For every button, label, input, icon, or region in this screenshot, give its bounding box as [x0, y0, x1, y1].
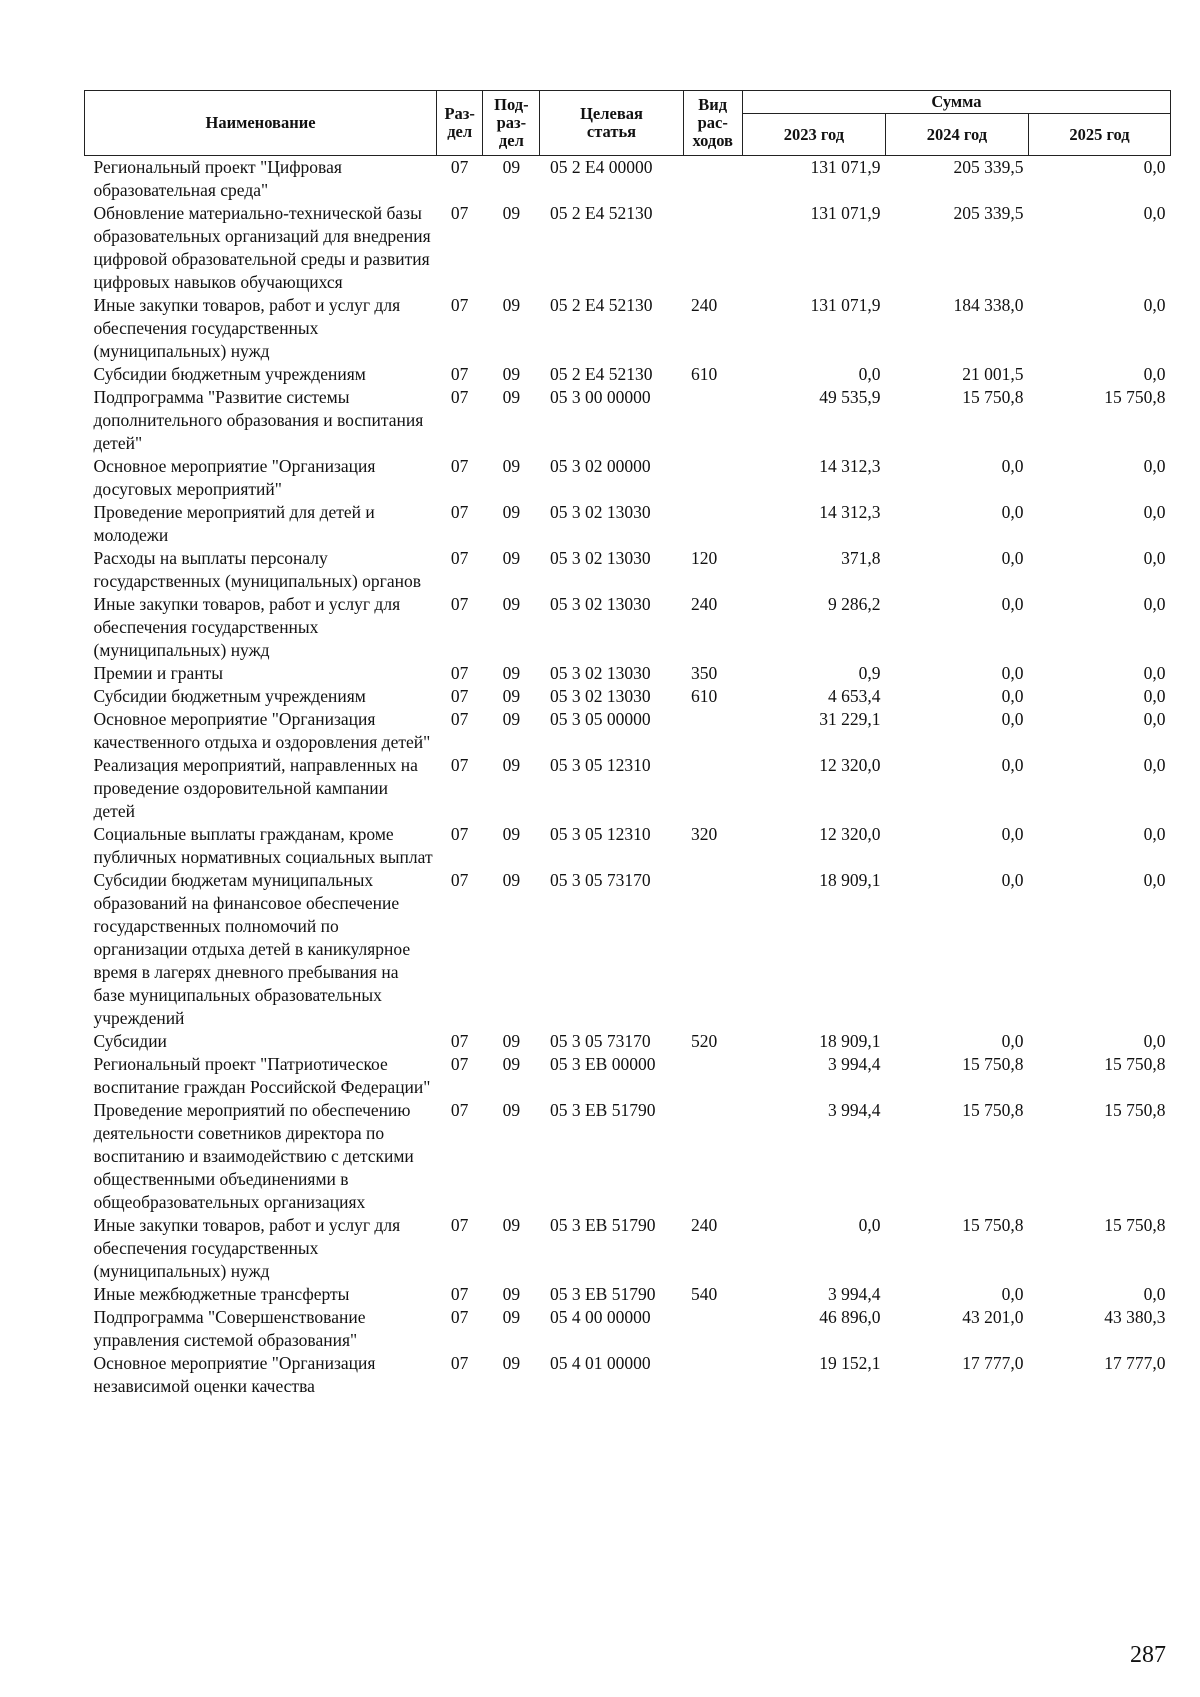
row-vid — [683, 202, 742, 294]
row-vid — [683, 708, 742, 754]
row-sum-2025: 0,0 — [1143, 686, 1166, 706]
table-row — [85, 547, 1171, 593]
row-sum-2025: 0,0 — [1143, 502, 1166, 522]
row-sum-2023: 4 653,4 — [827, 686, 881, 706]
row-article: 05 2 E4 52130 — [549, 364, 653, 384]
table-row — [85, 1214, 1171, 1283]
row-article: 05 3 00 00000 — [549, 387, 651, 407]
table-row — [85, 1283, 1171, 1306]
table-row — [85, 869, 1171, 1030]
row-razdel: 07 — [450, 1215, 469, 1235]
row-name: Региональный проект "Патриотическое воспитание граждан Российской Федерации" — [93, 1054, 431, 1097]
row-vid — [683, 1099, 742, 1214]
row-vid — [683, 1352, 742, 1398]
row-razdel: 07 — [450, 1353, 469, 1373]
row-name: Иные межбюджетные трансферты — [93, 1284, 350, 1304]
row-name: Реализация мероприятий, направленных на проведение оздоровительной кампании детей — [93, 755, 418, 821]
row-article: 05 3 EB 51790 — [549, 1284, 656, 1304]
row-podrazdel: 09 — [502, 870, 521, 890]
row-razdel: 07 — [450, 502, 469, 522]
table-row — [85, 708, 1171, 754]
row-sum-2024: 15 750,8 — [962, 1054, 1024, 1074]
row-sum-2023: 0,9 — [858, 663, 881, 683]
row-sum-2025: 0,0 — [1143, 203, 1166, 223]
header-razdel: Раз- дел — [437, 91, 483, 156]
row-sum-2025: 17 777,0 — [1104, 1353, 1166, 1373]
row-podrazdel: 09 — [502, 1307, 521, 1327]
row-article: 05 3 02 13030 — [549, 502, 651, 522]
table-row — [85, 1053, 1171, 1099]
row-sum-2025: 0,0 — [1143, 295, 1166, 315]
row-name: Основное мероприятие "Организация независимой оценки качества — [93, 1353, 376, 1396]
row-name: Иные закупки товаров, работ и услуг для обеспечения государственных (муниципальных) нужд — [93, 295, 401, 361]
row-razdel: 07 — [450, 1284, 469, 1304]
row-vid: 120 — [691, 548, 718, 568]
row-article: 05 3 02 13030 — [549, 594, 651, 614]
row-razdel: 07 — [450, 157, 469, 177]
row-sum-2024: 0,0 — [1001, 1284, 1024, 1304]
row-name: Иные закупки товаров, работ и услуг для обеспечения государственных (муниципальных) нужд — [93, 1215, 401, 1281]
row-name: Субсидии бюджетным учреждениям — [93, 686, 366, 706]
row-article: 05 3 02 13030 — [549, 686, 651, 706]
row-article: 05 3 05 00000 — [549, 709, 651, 729]
row-sum-2023: 131 071,9 — [810, 203, 881, 223]
row-podrazdel: 09 — [502, 295, 521, 315]
row-vid — [683, 754, 742, 823]
row-sum-2023: 3 994,4 — [827, 1284, 881, 1304]
row-vid — [683, 386, 742, 455]
row-sum-2023: 12 320,0 — [819, 755, 881, 775]
row-sum-2024: 17 777,0 — [962, 1353, 1024, 1373]
row-article: 05 3 02 13030 — [549, 663, 651, 683]
row-article: 05 3 05 73170 — [549, 1031, 651, 1051]
row-article: 05 3 05 12310 — [549, 824, 651, 844]
row-sum-2023: 131 071,9 — [810, 157, 881, 177]
row-name: Обновление материально-технической базы образовательных организаций для внедрения цифровой образовательной среды и развития цифровых навыков обучающихся — [93, 203, 431, 292]
table-row — [85, 662, 1171, 685]
row-sum-2025: 0,0 — [1143, 594, 1166, 614]
row-sum-2025: 15 750,8 — [1104, 1215, 1166, 1235]
row-razdel: 07 — [450, 548, 469, 568]
row-sum-2025: 0,0 — [1143, 870, 1166, 890]
row-podrazdel: 09 — [502, 456, 521, 476]
row-podrazdel: 09 — [502, 1215, 521, 1235]
header-podrazdel: Под- раз- дел — [483, 91, 540, 156]
row-razdel: 07 — [450, 870, 469, 890]
row-article: 05 3 EB 51790 — [549, 1100, 656, 1120]
row-sum-2024: 205 339,5 — [953, 203, 1024, 223]
table-row — [85, 386, 1171, 455]
row-sum-2023: 49 535,9 — [819, 387, 881, 407]
row-sum-2024: 21 001,5 — [962, 364, 1024, 384]
header-summa: Сумма — [742, 91, 1170, 114]
row-vid — [683, 1306, 742, 1352]
row-razdel: 07 — [450, 594, 469, 614]
row-podrazdel: 09 — [502, 686, 521, 706]
row-name: Субсидии бюджетным учреждениям — [93, 364, 366, 384]
row-article: 05 3 05 73170 — [549, 870, 651, 890]
row-sum-2023: 9 286,2 — [827, 594, 881, 614]
row-razdel: 07 — [450, 1054, 469, 1074]
row-sum-2024: 15 750,8 — [962, 387, 1024, 407]
row-vid — [683, 501, 742, 547]
row-razdel: 07 — [450, 1031, 469, 1051]
row-vid: 610 — [691, 364, 718, 384]
row-article: 05 2 E4 00000 — [549, 157, 653, 177]
row-razdel: 07 — [450, 663, 469, 683]
header-vid: Вид рас- ходов — [683, 91, 742, 156]
row-sum-2024: 205 339,5 — [953, 157, 1024, 177]
row-razdel: 07 — [450, 755, 469, 775]
row-podrazdel: 09 — [502, 709, 521, 729]
row-sum-2025: 43 380,3 — [1104, 1307, 1166, 1327]
row-podrazdel: 09 — [502, 755, 521, 775]
table-row — [85, 202, 1171, 294]
row-podrazdel: 09 — [502, 663, 521, 683]
row-sum-2025: 15 750,8 — [1104, 387, 1166, 407]
table-row — [85, 455, 1171, 501]
row-sum-2025: 0,0 — [1143, 456, 1166, 476]
budget-sheet — [84, 90, 1171, 1398]
row-vid: 610 — [691, 686, 718, 706]
row-razdel: 07 — [450, 709, 469, 729]
row-sum-2023: 131 071,9 — [810, 295, 881, 315]
row-vid: 240 — [691, 1215, 718, 1235]
row-name: Иные закупки товаров, работ и услуг для обеспечения государственных (муниципальных) нужд — [93, 594, 401, 660]
table-body — [85, 156, 1171, 1399]
row-sum-2024: 0,0 — [1001, 709, 1024, 729]
row-podrazdel: 09 — [502, 203, 521, 223]
row-sum-2025: 0,0 — [1143, 1031, 1166, 1051]
row-sum-2024: 0,0 — [1001, 686, 1024, 706]
row-podrazdel: 09 — [502, 157, 521, 177]
row-article: 05 3 02 00000 — [549, 456, 651, 476]
row-name: Проведение мероприятий по обеспечению деятельности советников директора по воспитанию и взаимодействию с детскими общественными объединениями в общеобразовательных организациях — [93, 1100, 414, 1212]
row-sum-2025: 0,0 — [1143, 824, 1166, 844]
row-sum-2023: 18 909,1 — [819, 870, 881, 890]
row-article: 05 4 01 00000 — [549, 1353, 651, 1373]
row-name: Основное мероприятие "Организация досуговых мероприятий" — [93, 456, 376, 499]
row-razdel: 07 — [450, 686, 469, 706]
row-article: 05 4 00 00000 — [549, 1307, 651, 1327]
row-podrazdel: 09 — [502, 364, 521, 384]
row-razdel: 07 — [450, 364, 469, 384]
row-sum-2024: 15 750,8 — [962, 1215, 1024, 1235]
row-razdel: 07 — [450, 1100, 469, 1120]
row-vid: 240 — [691, 594, 718, 614]
row-sum-2024: 184 338,0 — [953, 295, 1024, 315]
table-row — [85, 363, 1171, 386]
header-name: Наименование — [85, 91, 437, 156]
row-razdel: 07 — [450, 1307, 469, 1327]
row-sum-2023: 18 909,1 — [819, 1031, 881, 1051]
row-article: 05 3 05 12310 — [549, 755, 651, 775]
row-name: Субсидии бюджетам муниципальных образований на финансовое обеспечение государственных полномочий по организации отдыха детей в каникулярное время в лагерях дневного пребывания на базе муниципальных образовательных учреждений — [93, 870, 411, 1028]
row-vid — [683, 869, 742, 1030]
row-article: 05 2 E4 52130 — [549, 203, 653, 223]
row-vid: 240 — [691, 295, 718, 315]
row-article: 05 3 EB 00000 — [549, 1054, 656, 1074]
row-article: 05 2 E4 52130 — [549, 295, 653, 315]
row-podrazdel: 09 — [502, 1054, 521, 1074]
row-sum-2024: 0,0 — [1001, 502, 1024, 522]
row-razdel: 07 — [450, 456, 469, 476]
row-sum-2025: 0,0 — [1143, 1284, 1166, 1304]
row-article: 05 3 02 13030 — [549, 548, 651, 568]
row-sum-2025: 0,0 — [1143, 663, 1166, 683]
row-sum-2025: 0,0 — [1143, 709, 1166, 729]
row-podrazdel: 09 — [502, 1284, 521, 1304]
row-name: Социальные выплаты гражданам, кроме публичных нормативных социальных выплат — [93, 824, 433, 867]
row-sum-2023: 3 994,4 — [827, 1100, 881, 1120]
row-razdel: 07 — [450, 387, 469, 407]
row-sum-2025: 0,0 — [1143, 157, 1166, 177]
row-sum-2023: 3 994,4 — [827, 1054, 881, 1074]
row-vid — [683, 156, 742, 203]
row-sum-2024: 0,0 — [1001, 548, 1024, 568]
row-sum-2024: 0,0 — [1001, 456, 1024, 476]
row-vid — [683, 1053, 742, 1099]
row-podrazdel: 09 — [502, 387, 521, 407]
row-sum-2024: 43 201,0 — [962, 1307, 1024, 1327]
row-sum-2025: 0,0 — [1143, 364, 1166, 384]
table-row — [85, 1306, 1171, 1352]
row-name: Подпрограмма "Развитие системы дополнительного образования и воспитания детей" — [93, 387, 424, 453]
row-name: Региональный проект "Цифровая образовательная среда" — [93, 157, 342, 200]
row-vid: 320 — [691, 824, 718, 844]
row-sum-2023: 14 312,3 — [819, 502, 881, 522]
row-sum-2025: 0,0 — [1143, 755, 1166, 775]
row-sum-2024: 15 750,8 — [962, 1100, 1024, 1120]
table-row — [85, 1099, 1171, 1214]
row-podrazdel: 09 — [502, 548, 521, 568]
header-year-2023: 2023 год — [742, 114, 885, 156]
row-vid: 350 — [691, 663, 718, 683]
table-row — [85, 754, 1171, 823]
table-row — [85, 156, 1171, 203]
header-year-2024: 2024 год — [885, 114, 1028, 156]
row-vid: 520 — [691, 1031, 718, 1051]
row-sum-2024: 0,0 — [1001, 824, 1024, 844]
row-sum-2025: 15 750,8 — [1104, 1100, 1166, 1120]
row-podrazdel: 09 — [502, 1100, 521, 1120]
row-vid: 540 — [691, 1284, 718, 1304]
row-podrazdel: 09 — [502, 1353, 521, 1373]
row-podrazdel: 09 — [502, 502, 521, 522]
row-sum-2024: 0,0 — [1001, 663, 1024, 683]
table-header — [85, 91, 1171, 156]
budget-table — [84, 90, 1171, 1398]
page-number: 287 — [1130, 1642, 1166, 1668]
row-article: 05 3 EB 51790 — [549, 1215, 656, 1235]
row-sum-2024: 0,0 — [1001, 755, 1024, 775]
header-article: Целевая статья — [540, 91, 683, 156]
row-sum-2024: 0,0 — [1001, 1031, 1024, 1051]
row-sum-2023: 371,8 — [841, 548, 881, 568]
row-sum-2024: 0,0 — [1001, 594, 1024, 614]
table-row — [85, 1352, 1171, 1398]
row-razdel: 07 — [450, 203, 469, 223]
row-name: Премии и гранты — [93, 663, 224, 683]
table-row — [85, 501, 1171, 547]
table-row — [85, 823, 1171, 869]
row-name: Расходы на выплаты персоналу государственных (муниципальных) органов — [93, 548, 422, 591]
row-razdel: 07 — [450, 295, 469, 315]
row-sum-2025: 0,0 — [1143, 548, 1166, 568]
table-row — [85, 294, 1171, 363]
row-sum-2023: 46 896,0 — [819, 1307, 881, 1327]
row-sum-2024: 0,0 — [1001, 870, 1024, 890]
table-row — [85, 685, 1171, 708]
row-name: Основное мероприятие "Организация качественного отдыха и оздоровления детей" — [93, 709, 431, 752]
row-sum-2023: 12 320,0 — [819, 824, 881, 844]
row-podrazdel: 09 — [502, 824, 521, 844]
row-name: Подпрограмма "Совершенствование управления системой образования" — [93, 1307, 366, 1350]
row-name: Субсидии — [93, 1031, 167, 1051]
row-sum-2023: 0,0 — [858, 364, 881, 384]
row-sum-2023: 31 229,1 — [819, 709, 881, 729]
row-razdel: 07 — [450, 824, 469, 844]
table-row — [85, 1030, 1171, 1053]
row-sum-2023: 19 152,1 — [819, 1353, 881, 1373]
row-name: Проведение мероприятий для детей и молодежи — [93, 502, 375, 545]
row-podrazdel: 09 — [502, 594, 521, 614]
row-sum-2023: 14 312,3 — [819, 456, 881, 476]
row-vid — [683, 455, 742, 501]
row-sum-2023: 0,0 — [858, 1215, 881, 1235]
row-sum-2025: 15 750,8 — [1104, 1054, 1166, 1074]
header-year-2025: 2025 год — [1028, 114, 1170, 156]
table-row — [85, 593, 1171, 662]
row-podrazdel: 09 — [502, 1031, 521, 1051]
